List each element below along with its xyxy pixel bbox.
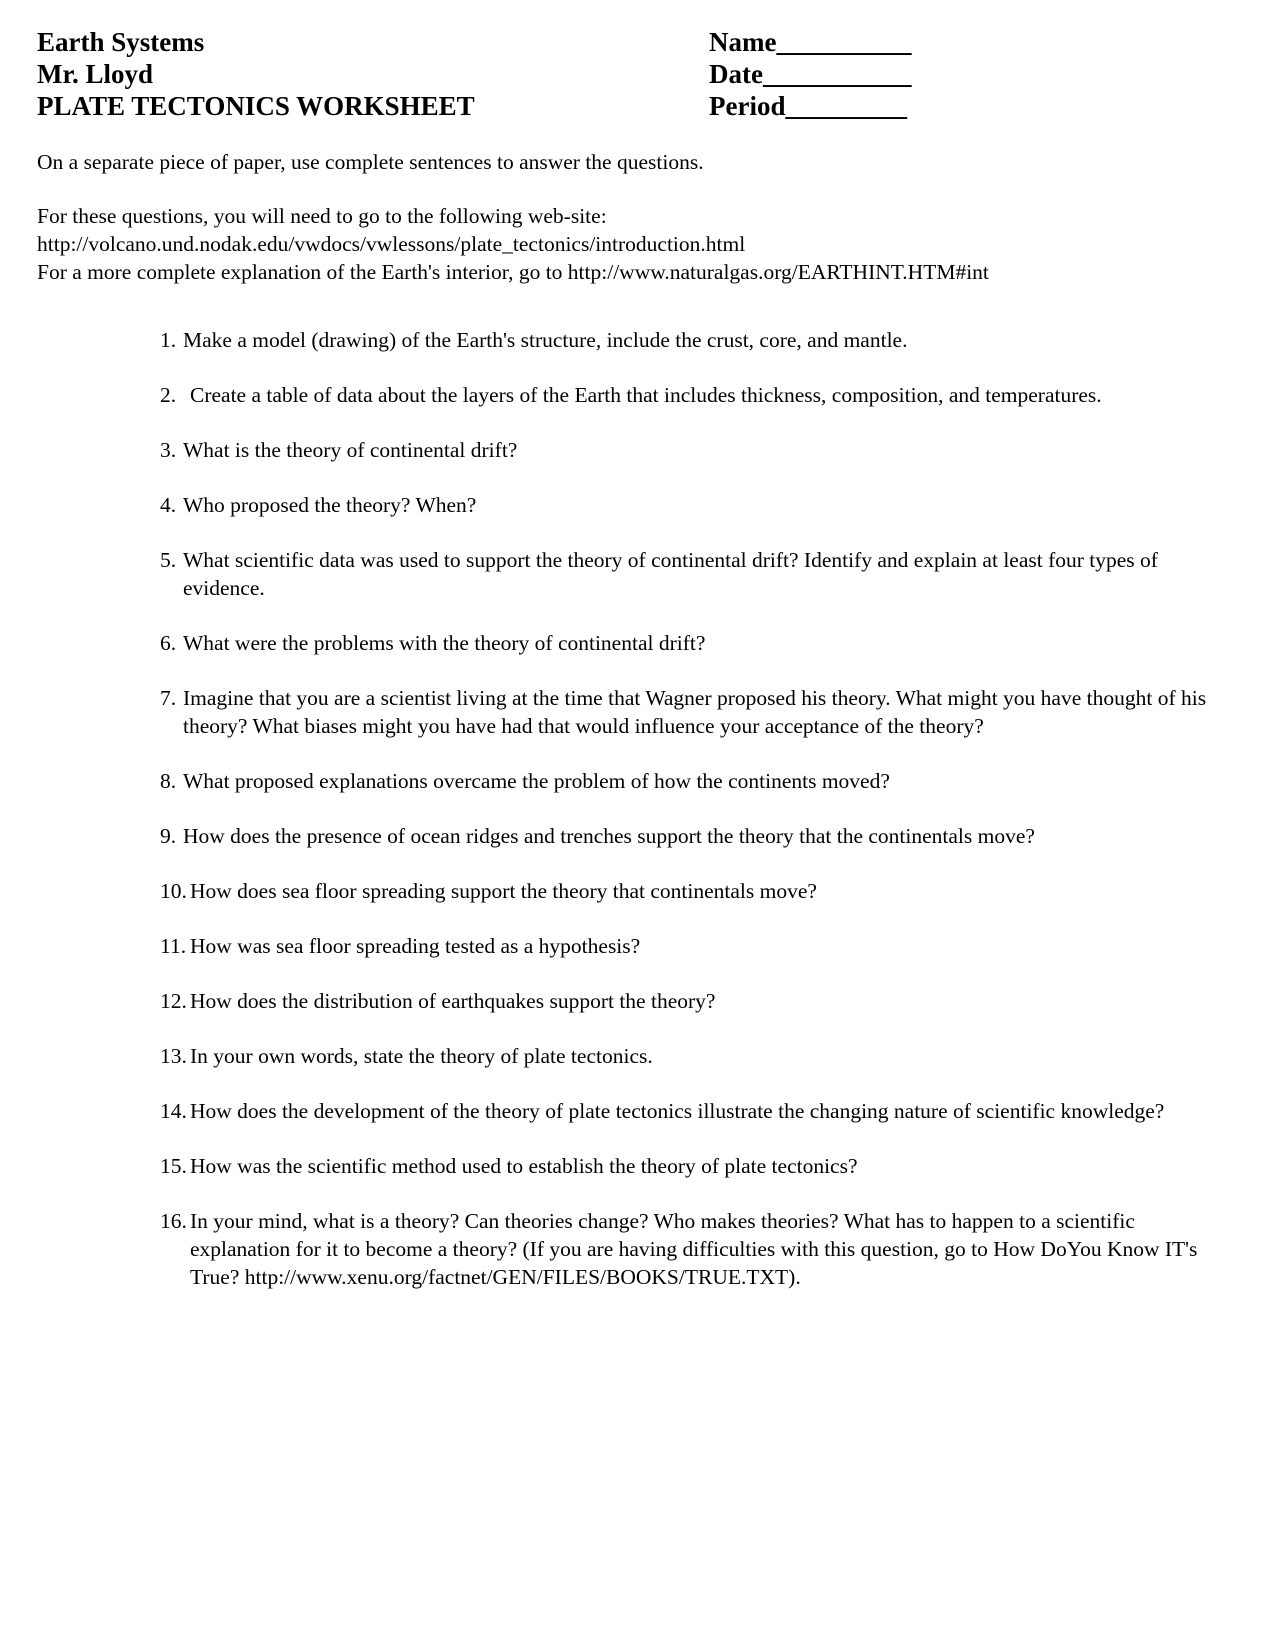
question-number: 12.	[160, 989, 187, 1013]
question-number: 10.	[160, 879, 187, 903]
question-item	[160, 491, 1220, 519]
header-row-2	[37, 58, 1237, 90]
date-field-label: Date___________	[709, 59, 912, 89]
question-list	[160, 326, 1220, 1318]
question-item	[160, 932, 1220, 960]
question-text: How does the distribution of earthquakes support the theory?	[190, 989, 716, 1013]
teacher-name: Mr. Lloyd	[37, 59, 154, 89]
question-text: Make a model (drawing) of the Earth's structure, include the crust, core, and mantle.	[183, 328, 908, 352]
question-item	[160, 684, 1220, 740]
question-item	[160, 1207, 1220, 1291]
question-number: 6.	[160, 631, 177, 655]
question-number: 7.	[160, 686, 177, 710]
question-number: 5.	[160, 548, 177, 572]
question-text: What is the theory of continental drift?	[183, 438, 518, 462]
website-intro-text: For these questions, you will need to go to the following web-site:	[37, 204, 607, 228]
period-field-label: Period_________	[709, 91, 907, 121]
question-text: What were the problems with the theory of continental drift?	[183, 631, 706, 655]
question-item	[160, 546, 1220, 602]
question-item	[160, 1042, 1220, 1070]
header-row-3	[37, 90, 1237, 122]
question-item	[160, 381, 1220, 409]
question-text: How does sea floor spreading support the theory that continentals move?	[190, 879, 817, 903]
name-field-label: Name__________	[709, 27, 912, 57]
question-number: 9.	[160, 824, 177, 848]
worksheet-title: PLATE TECTONICS WORKSHEET	[37, 91, 475, 121]
question-item	[160, 629, 1220, 657]
website-url: http://volcano.und.nodak.edu/vwdocs/vwlessons/plate_tectonics/introduction.html	[37, 232, 746, 256]
question-item	[160, 326, 1220, 354]
course-title: Earth Systems	[37, 27, 205, 57]
question-item	[160, 877, 1220, 905]
question-text: In your own words, state the theory of plate tectonics.	[190, 1044, 653, 1068]
question-text: How does the development of the theory of plate tectonics illustrate the changing nature of scientific knowledge?	[190, 1099, 1165, 1123]
question-text: How does the presence of ocean ridges and trenches support the theory that the continentals move?	[183, 824, 1035, 848]
question-text: Create a table of data about the layers of the Earth that includes thickness, composition, and temperatures.	[190, 383, 1102, 407]
question-number: 11.	[160, 934, 187, 958]
question-item	[160, 1097, 1220, 1125]
question-number: 16.	[160, 1209, 187, 1233]
question-text: How was the scientific method used to establish the theory of plate tectonics?	[190, 1154, 858, 1178]
question-number: 13.	[160, 1044, 187, 1068]
question-item	[160, 767, 1220, 795]
header-row-1	[37, 26, 1237, 58]
question-item	[160, 822, 1220, 850]
question-number: 15.	[160, 1154, 187, 1178]
question-number: 2.	[160, 383, 177, 407]
question-text: What proposed explanations overcame the problem of how the continents moved?	[183, 769, 890, 793]
question-text: Imagine that you are a scientist living at the time that Wagner proposed his theory. What might you have thought of his theory? What biases might you have had that would influence your acceptance of the theory?	[183, 686, 1207, 738]
question-number: 3.	[160, 438, 177, 462]
question-number: 14.	[160, 1099, 187, 1123]
question-text: Who proposed the theory? When?	[183, 493, 477, 517]
question-item	[160, 436, 1220, 464]
worksheet-header	[37, 26, 1237, 122]
question-number: 8.	[160, 769, 177, 793]
question-item	[160, 987, 1220, 1015]
instructions-text: On a separate piece of paper, use complete sentences to answer the questions.	[37, 150, 704, 174]
question-text: How was sea floor spreading tested as a hypothesis?	[190, 934, 641, 958]
question-item	[160, 1152, 1220, 1180]
question-number: 1.	[160, 328, 177, 352]
earth-interior-reference: For a more complete explanation of the Earth's interior, go to http://www.naturalgas.org/EARTHINT.HTM#int	[37, 260, 989, 284]
question-text: In your mind, what is a theory? Can theories change? Who makes theories? What has to happen to a scientific explanation for it to become a theory? (If you are having difficulties with this question, go to How DoYou Know IT's True? http://www.xenu.org/factnet/GEN/FILES/BOOKS/TRUE.TXT).	[190, 1209, 1198, 1289]
question-number: 4.	[160, 493, 177, 517]
question-text: What scientific data was used to support the theory of continental drift? Identify and explain at least four types of evidence.	[183, 548, 1158, 600]
